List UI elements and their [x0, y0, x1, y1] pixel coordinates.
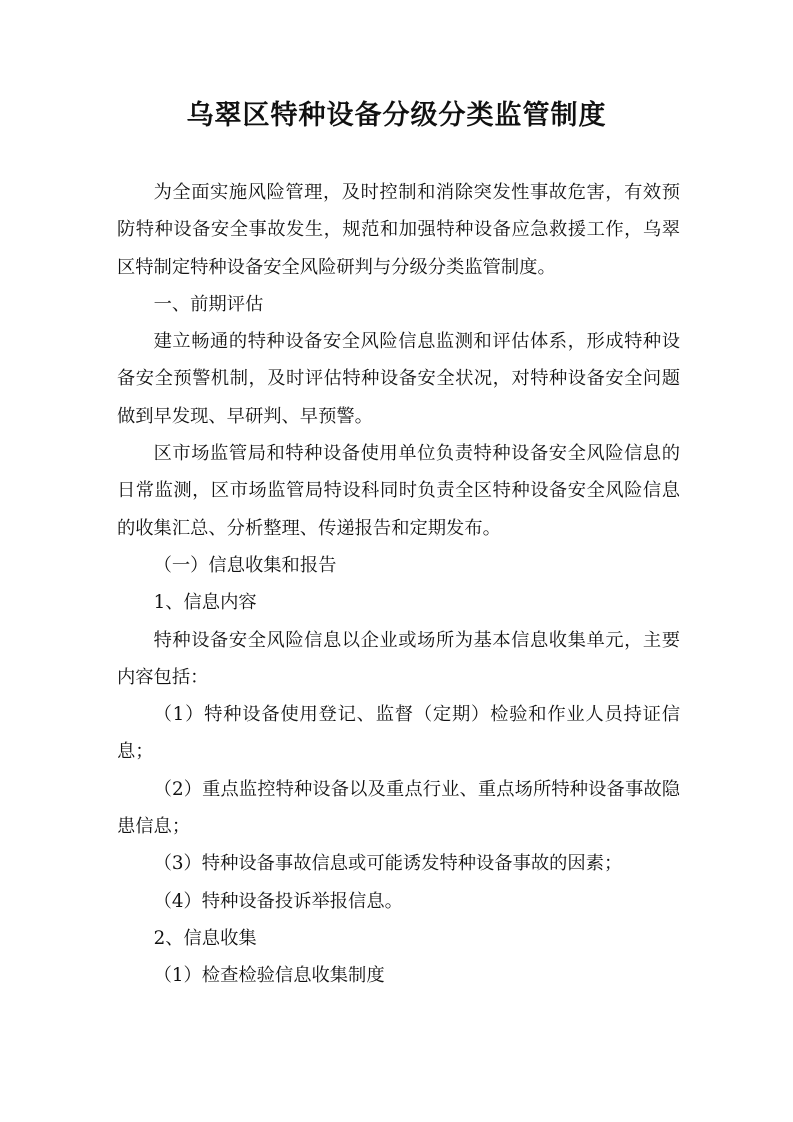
list-item-4: （4）特种设备投诉举报信息。 — [153, 890, 403, 912]
list-item-2: （2）重点监控特种设备以及重点行业、重点场所特种设备事故隐患信息； — [117, 778, 680, 838]
paragraph-info-content: 特种设备安全风险信息以企业或场所为基本信息收集单元，主要内容包括： — [117, 629, 680, 688]
section-heading-1: 一、前期评估 — [153, 293, 264, 315]
document-body — [117, 174, 680, 995]
document-title: 乌翠区特种设备分级分类监管制度 — [186, 100, 607, 131]
item-heading-2: 2、信息收集 — [153, 927, 257, 949]
subsection-heading-1: （一）信息收集和报告 — [153, 554, 337, 576]
paragraph-early-warning: 建立畅通的特种设备安全风险信息监测和评估体系，形成特种设备安全预警机制，及时评估特种设备安全状况，对特种设备安全问题做到早发现、早研判、早预警。 — [117, 331, 680, 427]
paragraph-intro: 为全面实施风险管理，及时控制和消除突发性事故危害，有效预防特种设备安全事故发生，规范和加强特种设备应急救援工作，乌翠区特制定特种设备安全风险研判与分级分类监管制度。 — [117, 182, 680, 278]
list-item-3: （3）特种设备事故信息或可能诱发特种设备事故的因素； — [153, 853, 623, 875]
paragraph-responsibility: 区市场监管局和特种设备使用单位负责特种设备安全风险信息的日常监测，区市场监管局特设科同时负责全区特种设备安全风险信息的收集汇总、分析整理、传递报告和定期发布。 — [117, 443, 680, 539]
list-item-1: （1）特种设备使用登记、监督（定期）检验和作业人员持证信息； — [117, 704, 680, 763]
item-heading-1: 1、信息内容 — [153, 592, 257, 614]
list-item-collection-1: （1）检查检验信息收集制度 — [153, 965, 385, 987]
